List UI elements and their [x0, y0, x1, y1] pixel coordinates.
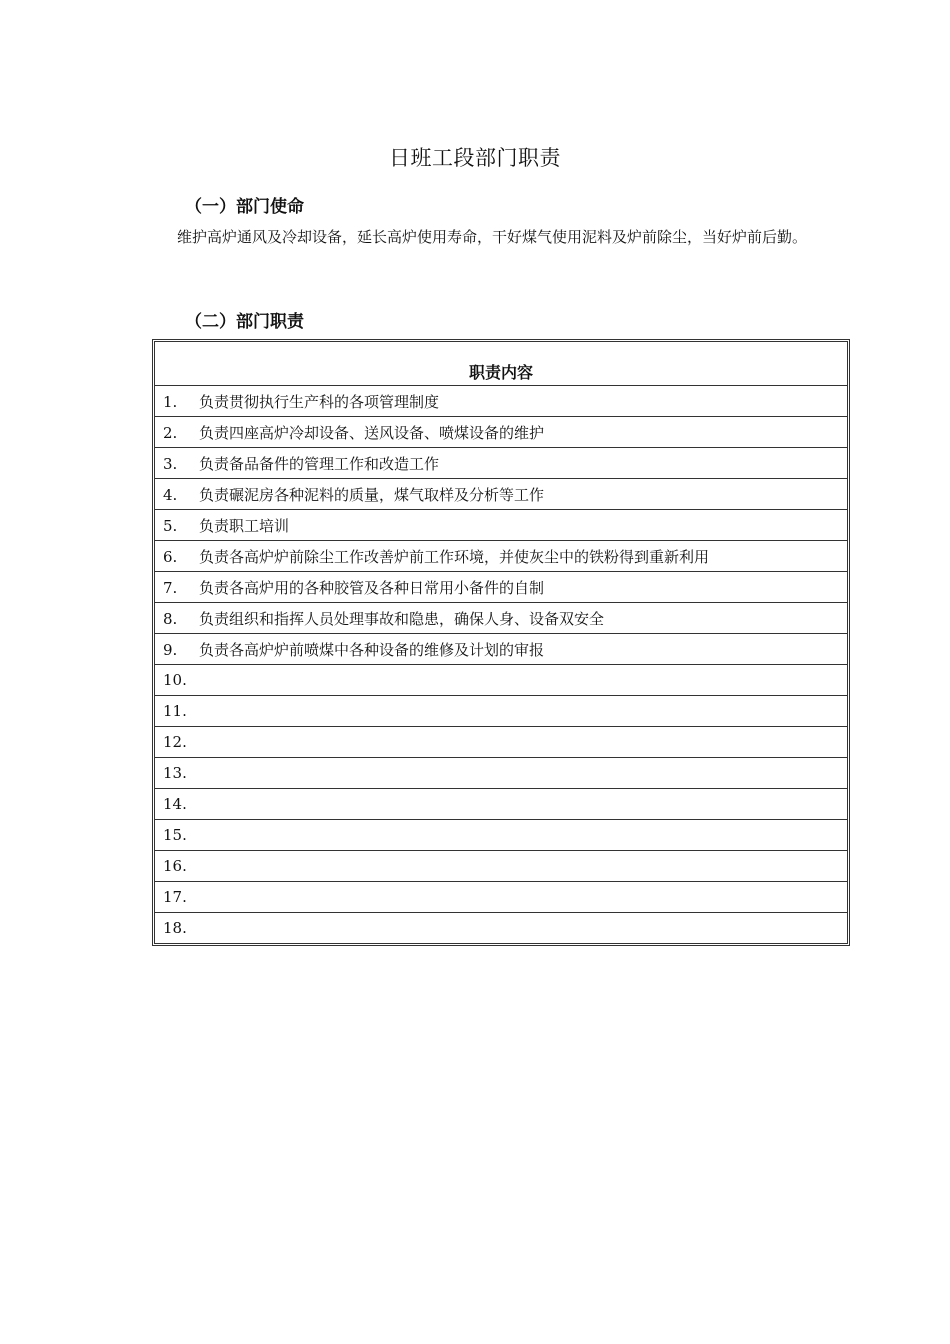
- table-row: [155, 665, 847, 696]
- row-number: 9.: [163, 640, 178, 659]
- duty-text: 负责职工培训: [199, 516, 290, 535]
- duty-cell: [155, 603, 847, 634]
- duty-cell: [155, 510, 847, 541]
- duty-cell: [155, 696, 847, 727]
- row-number: 2.: [163, 423, 178, 442]
- duty-cell: [155, 572, 847, 603]
- duty-cell: [155, 665, 847, 696]
- table-row: [155, 479, 847, 510]
- duty-cell: [155, 417, 847, 448]
- page-title: 日班工段部门职责: [389, 146, 561, 170]
- duty-cell: [155, 479, 847, 510]
- row-number: 5.: [163, 516, 178, 535]
- table-row: [155, 386, 847, 417]
- table-row: [155, 510, 847, 541]
- duty-text: 负责组织和指挥人员处理事故和隐患，确保人身、设备双安全: [199, 609, 605, 628]
- row-number: 18.: [163, 919, 187, 937]
- table-row: [155, 417, 847, 448]
- row-number: 7.: [163, 578, 178, 597]
- duty-text: 负责四座高炉冷却设备、送风设备、喷煤设备的维护: [199, 423, 545, 442]
- duty-text: 负责贯彻执行生产科的各项管理制度: [199, 392, 440, 411]
- duty-cell: [155, 634, 847, 665]
- duty-cell: [155, 448, 847, 479]
- mission-heading: （一）部门使命: [185, 197, 304, 217]
- row-number: 4.: [163, 485, 178, 504]
- table-row: [155, 634, 847, 665]
- duty-cell: [155, 727, 847, 758]
- mission-text: 维护高炉通风及冷却设备，延长高炉使用寿命，干好煤气使用泥料及炉前除尘，当好炉前后勤。: [177, 228, 808, 246]
- row-number: 15.: [163, 826, 187, 844]
- duty-cell: [155, 851, 847, 882]
- row-number: 11.: [163, 702, 187, 720]
- table-row: [155, 913, 847, 944]
- row-number: 14.: [163, 795, 187, 813]
- table-row: [155, 820, 847, 851]
- table-row: [155, 727, 847, 758]
- duty-cell: [155, 789, 847, 820]
- row-number: 10.: [163, 671, 187, 689]
- table-row: [155, 541, 847, 572]
- duty-cell: [155, 758, 847, 789]
- duty-cell: [155, 913, 847, 944]
- row-number: 3.: [163, 454, 178, 473]
- row-number: 16.: [163, 857, 187, 875]
- table-row: [155, 789, 847, 820]
- duty-text: 负责各高炉炉前喷煤中各种设备的维修及计划的审报: [199, 640, 545, 659]
- table-row: [155, 851, 847, 882]
- duty-cell: [155, 386, 847, 417]
- row-number: 1.: [163, 392, 178, 411]
- table-row: [155, 758, 847, 789]
- row-number: 13.: [163, 764, 187, 782]
- table-row: [155, 696, 847, 727]
- duty-text: 负责各高炉用的各种胶管及各种日常用小备件的自制: [199, 578, 545, 597]
- table-row: [155, 882, 847, 913]
- row-number: 6.: [163, 547, 178, 566]
- row-number: 12.: [163, 733, 187, 751]
- duty-text: 负责各高炉炉前除尘工作改善炉前工作环境，并使灰尘中的铁粉得到重新利用: [199, 547, 710, 566]
- duty-cell: [155, 882, 847, 913]
- table-header: 职责内容: [155, 342, 847, 386]
- row-number: 8.: [163, 609, 178, 628]
- duties-heading: （二）部门职责: [185, 312, 304, 332]
- table-row: [155, 603, 847, 634]
- duty-rows: [155, 386, 847, 944]
- row-number: 17.: [163, 888, 187, 906]
- table-row: [155, 572, 847, 603]
- duty-text: 负责备品备件的管理工作和改造工作: [199, 454, 440, 473]
- duty-text: 负责碾泥房各种泥料的质量，煤气取样及分析等工作: [199, 485, 545, 504]
- table-row: [155, 448, 847, 479]
- duty-table: [152, 339, 850, 946]
- duty-cell: [155, 820, 847, 851]
- duty-cell: [155, 541, 847, 572]
